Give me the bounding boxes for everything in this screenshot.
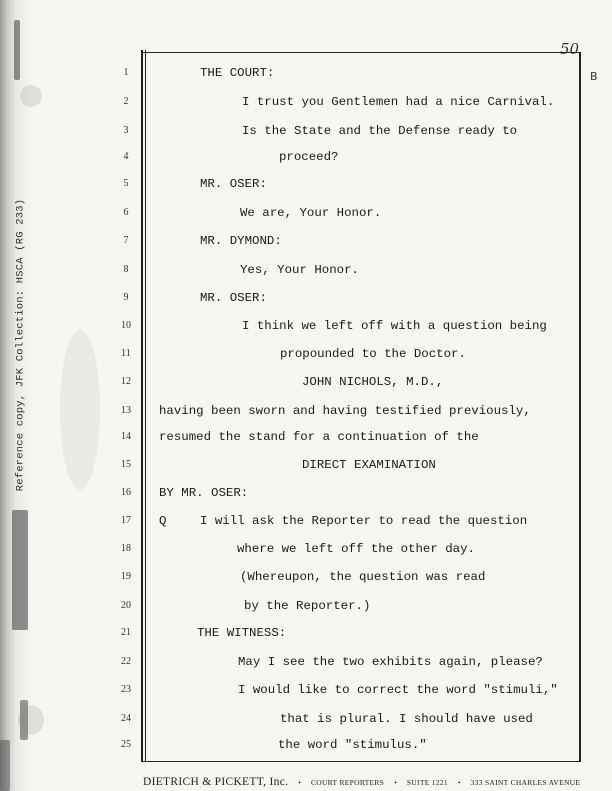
line-number: 2 bbox=[123, 96, 129, 107]
line-number: 12 bbox=[121, 376, 131, 387]
line-number: 22 bbox=[121, 656, 131, 667]
line-number: 6 bbox=[123, 207, 129, 218]
margin-rule-left-inner bbox=[145, 50, 146, 762]
scan-smudge bbox=[20, 85, 42, 107]
transcript-line: I think we left off with a question being bbox=[242, 319, 547, 333]
transcript-line: MR. OSER: bbox=[200, 177, 267, 191]
line-number: 25 bbox=[121, 739, 131, 750]
transcript-line: May I see the two exhibits again, please? bbox=[238, 655, 543, 669]
line-number: 23 bbox=[121, 684, 131, 695]
top-rule bbox=[141, 52, 581, 53]
binding-mark bbox=[12, 510, 28, 630]
transcript-line: BY MR. OSER: bbox=[159, 486, 249, 500]
transcript-line: I would like to correct the word "stimuli," bbox=[238, 683, 558, 697]
archive-reference-note: Reference copy, JFK Collection: HSCA (RG 233) bbox=[14, 198, 27, 492]
scan-smudge bbox=[18, 705, 44, 735]
line-number: 21 bbox=[121, 627, 131, 638]
footer-separator: • bbox=[394, 778, 397, 787]
transcript-line: I trust you Gentlemen had a nice Carnival. bbox=[242, 95, 555, 109]
transcript-line: (Whereupon, the question was read bbox=[240, 570, 486, 584]
margin-rule-left bbox=[141, 50, 143, 762]
line-number: 8 bbox=[123, 264, 129, 275]
transcript-line: MR. OSER: bbox=[200, 291, 267, 305]
line-number: 24 bbox=[121, 713, 131, 724]
bottom-rule bbox=[141, 761, 581, 762]
margin-rule-right bbox=[579, 52, 581, 762]
transcript-line: JOHN NICHOLS, M.D., bbox=[302, 375, 444, 389]
line-number: 17 bbox=[121, 515, 131, 526]
line-number: 10 bbox=[121, 320, 131, 331]
transcript-line: having been sworn and having testified previously, bbox=[159, 404, 531, 418]
firm-name: DIETRICH & PICKETT, Inc. bbox=[143, 776, 289, 788]
line-number: 19 bbox=[121, 571, 131, 582]
transcript-line: by the Reporter.) bbox=[244, 599, 371, 613]
page-number: 50 bbox=[560, 40, 580, 58]
transcript-line: resumed the stand for a continuation of the bbox=[159, 430, 479, 444]
transcript-line: where we left off the other day. bbox=[237, 542, 475, 556]
question-marker: Q bbox=[159, 514, 167, 528]
transcript-line: MR. DYMOND: bbox=[200, 234, 282, 248]
line-number: 16 bbox=[121, 487, 131, 498]
transcript-line: THE WITNESS: bbox=[197, 626, 287, 640]
line-number: 15 bbox=[121, 459, 131, 470]
transcript-line: We are, Your Honor. bbox=[240, 206, 382, 220]
firm-suite: SUITE 1221 bbox=[406, 778, 448, 787]
line-number: 14 bbox=[121, 431, 131, 442]
reporter-footer bbox=[143, 772, 580, 790]
line-number: 18 bbox=[121, 543, 131, 554]
transcript-line: I will ask the Reporter to read the question bbox=[200, 514, 528, 528]
footer-separator: • bbox=[457, 778, 461, 787]
scan-smudge bbox=[60, 330, 100, 490]
line-number: 3 bbox=[123, 125, 129, 136]
line-number: 9 bbox=[123, 292, 129, 303]
line-number: 5 bbox=[123, 178, 129, 189]
corner-mark: B bbox=[590, 70, 598, 83]
transcript-line: DIRECT EXAMINATION bbox=[302, 458, 436, 472]
transcript-line: THE COURT: bbox=[200, 66, 275, 80]
transcript-line: that is plural. I should have used bbox=[280, 712, 533, 726]
transcript-line: proceed? bbox=[279, 150, 339, 164]
firm-service: COURT REPORTERS bbox=[310, 778, 385, 787]
line-number: 20 bbox=[121, 600, 131, 611]
transcript-line: Yes, Your Honor. bbox=[240, 263, 359, 277]
line-number: 13 bbox=[121, 405, 131, 416]
transcript-line: propounded to the Doctor. bbox=[280, 347, 466, 361]
footer-separator: • bbox=[298, 778, 301, 787]
line-number: 11 bbox=[121, 348, 131, 359]
transcript-line: Is the State and the Defense ready to bbox=[242, 124, 518, 138]
line-number: 1 bbox=[123, 67, 129, 78]
firm-address: 333 SAINT CHARLES AVENUE bbox=[470, 778, 581, 787]
line-number: 4 bbox=[123, 151, 129, 162]
line-number: 7 bbox=[123, 235, 129, 246]
transcript-line: the word "stimulus." bbox=[278, 738, 427, 752]
binding-mark bbox=[0, 740, 10, 791]
binding-mark bbox=[14, 20, 20, 80]
